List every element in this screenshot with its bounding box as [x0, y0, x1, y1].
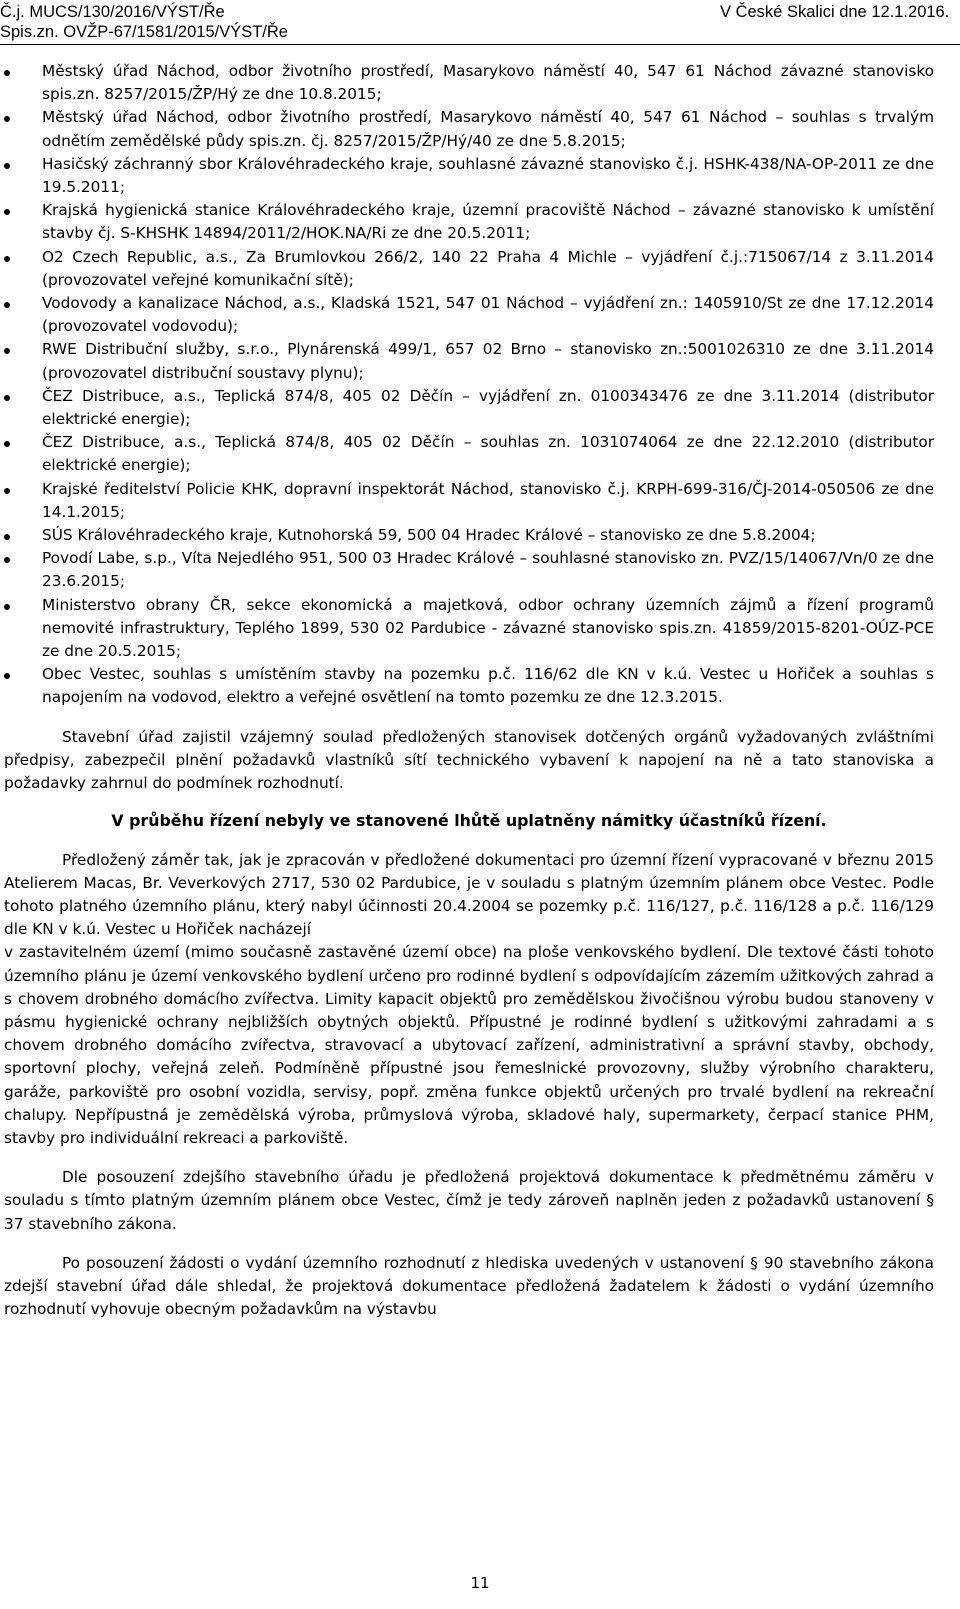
list-item [0, 153, 960, 199]
list-item [0, 106, 960, 152]
bullet-icon [4, 302, 10, 308]
bullet-icon [4, 604, 10, 610]
list-item-text: O2 Czech Republic, a.s., Za Brumlovkou 266/2, 140 22 Praha 4 Michle – vyjádření č.j.:715067/14 z 3.11.2014 (provozovatel veřejné komunikační sítě); [42, 247, 934, 289]
bullet-icon [4, 557, 10, 563]
bullet-icon [4, 441, 10, 447]
page-number: 11 [470, 1574, 490, 1592]
list-item-text: Krajská hygienická stanice Královéhradeckého kraje, územní pracoviště Náchod – závazné stanovisko k umístění stavby čj. S-KHSHK 14894/2011/2/HOK.NA/Ri ze dne 20.5.2011; [42, 201, 934, 243]
list-item [0, 431, 960, 477]
list-item-text: Obec Vestec, souhlas s umístěním stavby na pozemku p.č. 116/62 dle KN v k.ú. Vestec u Hořiček a souhlas s napojením na vodovod, elektro a veřejné osvětlení na tomto pozemku ze dne 12.3.2015. [42, 665, 934, 707]
paragraph-assessment: Po posouzení žádosti o vydání územního rozhodnutí z hlediska uvedených v ustanovení § 90 stavebního zákona zdejší stavební úřad dále shledal, že projektová dokumentace předložená žadatelem k žádosti o vydání územního rozhodnutí vyhovuje obecným požadavkům na výstavbu [4, 1253, 934, 1319]
list-item-text: SÚS Královéhradeckého kraje, Kutnohorská 59, 500 04 Hradec Králové – stanovisko ze dne 5.8.2004; [42, 526, 816, 545]
bullet-icon [4, 70, 10, 76]
bullet-icon [4, 209, 10, 215]
page-header [0, 2, 960, 46]
bullet-icon [4, 395, 10, 401]
list-item [0, 292, 960, 338]
list-item [0, 594, 960, 664]
bullet-icon [4, 163, 10, 169]
bullet-icon [4, 534, 10, 540]
list-item-text: Krajské ředitelství Policie KHK, dopravní inspektorát Náchod, stanovisko č.j. KRPH-699-316/ČJ-2014-050506 ze dne 14.1.2015; [42, 479, 934, 521]
list-item-text: Městský úřad Náchod, odbor životního prostředí, Masarykovo náměstí 40, 547 61 Náchod závazné stanovisko spis.zn. 8257/2015/ŽP/Hý ze dne 10.8.2015; [42, 62, 934, 104]
document-body [0, 60, 960, 1321]
list-item [0, 385, 960, 431]
list-item-text: Povodí Labe, s.p., Víta Nejedlého 951, 500 03 Hradec Králové – souhlasné stanovisko zn. PVZ/15/14067/Vn/0 ze dne 23.6.2015; [42, 549, 934, 591]
bullet-icon [4, 256, 10, 262]
list-item-text: RWE Distribuční služby, s.r.o., Plynárenská 499/1, 657 02 Brno – stanovisko zn.:5001026310 ze dne 3.11.2014 (provozovatel distribuční soustavy plynu); [42, 340, 934, 382]
list-item [0, 478, 960, 524]
place-and-date: V České Skalici dne 12.1.2016. [720, 3, 950, 21]
bullet-icon [4, 488, 10, 494]
list-item [0, 663, 960, 709]
paragraph-zoning-plan: Předložený záměr tak, jak je zpracován v předložené dokumentaci pro územní řízení vypracované v březnu 2015 Atelierem Macas, Br. Veverkových 2717, 530 02 Pardubice, je v souladu s platným územním plánem obce Vestec. Podle tohoto platného územního plánu, který nabyl účinnosti 20.4.2004 se pozemky p.č. 116/127, p.č. 116/128 a p.č. 116/129 dle KN v k.ú. Vestec u Hořiček nacházejí [4, 850, 934, 939]
list-item-text: Vodovody a kanalizace Náchod, a.s., Kladská 1521, 547 01 Náchod – vyjádření zn.: 1405910/St ze dne 17.12.2014 (provozovatel vodovodu); [42, 294, 934, 336]
list-item-text: Hasičský záchranný sbor Královéhradeckého kraje, souhlasné závazné stanovisko č.j. HSHK-438/NA-OP-2011 ze dne 19.5.2011; [42, 154, 934, 197]
paragraph-coordination: Stavební úřad zajistil vzájemný soulad předložených stanovisek dotčených orgánů vyžadovaných zvláštními předpisy, zabezpečil plnění požadavků vlastníků sítí technického vybavení k napojení na ně a tato stanoviska a požadavky zahrnul do podmínek rozhodnutí. [4, 727, 934, 793]
list-item-text: Městský úřad Náchod, odbor životního prostředí, Masarykovo náměstí 40, 547 61 Náchod – souhlas s trvalým odnětím zemědělské půdy spis.zn. čj. 8257/2015/ŽP/Hý/40 ze dne 5.8.2015; [42, 108, 934, 150]
list-item [0, 524, 960, 547]
list-item [0, 246, 960, 292]
paragraph-compliance: Dle posouzení zdejšího stavebního úřadu je předložená projektová dokumentace k předmětnému záměru v souladu s tímto platným územním plánem obce Vestec, čímž je tedy zároveň naplněn jeden z požadavků ustanovení § 37 stavebního zákona. [4, 1168, 934, 1233]
bullet-icon [4, 348, 10, 354]
list-item-text: ČEZ Distribuce, a.s., Teplická 874/8, 405 02 Děčín – souhlas zn. 1031074064 ze dne 22.12.2010 (distributor elektrické energie); [42, 433, 934, 475]
reference-block [0, 2, 288, 42]
file-number: Spis.zn. OVŽP-67/1581/2015/VÝST/Ře [0, 23, 288, 41]
list-item [0, 199, 960, 245]
bullet-icon [4, 673, 10, 679]
list-item-text: Ministerstvo obrany ČR, sekce ekonomická a majetková, odbor ochrany územních zájmů a řízení programů nemovité infrastruktury, Teplého 1899, 530 02 Pardubice - závazné stanovisko spis.zn. 41859/2015-8201-OÚZ-PCE ze dne 20.5.2015; [42, 595, 934, 661]
no-objections-statement: V průběhu řízení nebyly ve stanovené lhůtě uplatněny námitky účastníků řízení. [111, 811, 827, 831]
list-item [0, 547, 960, 593]
list-item-text: ČEZ Distribuce, a.s., Teplická 874/8, 405 02 Děčín – vyjádření zn. 0100343476 ze dne 3.11.2014 (distributor elektrické energie); [42, 386, 934, 429]
bullet-icon [4, 116, 10, 122]
paragraph-zoning-plan-continued: v zastavitelném území (mimo současně zastavěné území obce) na ploše venkovského bydlení. Dle textové části tohoto územního plánu je území venkovského bydlení určeno pro rodinné bydlení s odpovídajícím zázemím užitkových zahrad a s chovem drobného domácího zvířectva. Limity kapacit objektů pro zemědělskou živočišnou výrobu budou stanoveny v pásmu hygienické ochrany nejbližších obytných objektů. Přípustné je rodinné bydlení s užitkovými zahradami a s chovem drobného domácího zvířectva, stravovací a ubytovací zařízení, administrativní a správní stavby, obchody, sportovní plochy, veřejná zeleň. Podmíněně přípustné jsou řemeslnické provozovny, služby výrobního charakteru, garáže, parkoviště pro osobní vozidla, servisy, popř. změna funkce objektů určených pro trvalé bydlení na rekreační chalupy. Nepřípustná je zemědělská výroba, průmyslová výroba, skladové haly, supermarkety, čerpací stanice PHM, stavby pro individuální rekreaci a parkoviště. [4, 943, 934, 1147]
list-item [0, 338, 960, 384]
list-item [0, 60, 960, 106]
header-divider [0, 44, 960, 45]
statements-list [0, 60, 960, 710]
reference-number: Č.j. MUCS/130/2016/VÝST/Ře [0, 3, 225, 21]
